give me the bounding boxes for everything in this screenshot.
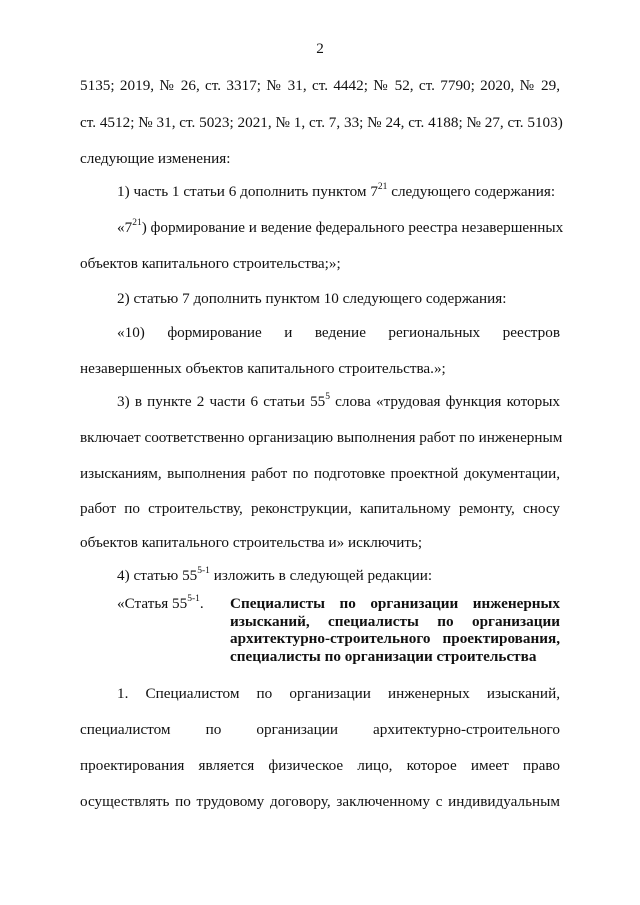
- article-title-line-4: специалисты по организации строительства: [230, 647, 537, 665]
- item-2-line: 2) статью 7 дополнить пунктом 10 следующего содержания:: [117, 290, 507, 307]
- item-1-text: 1) часть 1 статьи 6 дополнить пунктом 7: [117, 183, 378, 200]
- item-3-line: [117, 392, 560, 412]
- article-title-line-1: Специалисты по организации инженерных: [230, 595, 560, 612]
- article-title-line-2: изысканий, специалисты по организации: [230, 612, 560, 630]
- item-3-text-end: слова «трудовая функция которых: [330, 393, 560, 410]
- paragraph-1-line-4: осуществлять по трудовому договору, заключенному с индивидуальным: [80, 793, 560, 810]
- item-4-superscript: 5-1: [197, 565, 210, 576]
- item-1-line: [117, 182, 560, 202]
- article-label-superscript: 5-1: [187, 593, 200, 604]
- article-title: [230, 595, 560, 665]
- item-3-line-2: включает соответственно организацию выполнения работ по инженерным: [80, 429, 563, 446]
- item-1-superscript: 21: [377, 181, 388, 192]
- item-3-line-4: работ по строительству, реконструкции, капитальному ремонту, сносу: [80, 500, 560, 517]
- item-4-text-end: изложить в следующей редакции:: [209, 567, 433, 584]
- text-line-3: следующие изменения:: [80, 150, 231, 167]
- item-3-line-3: изысканиям, выполнения работ по подготовке проектной документации,: [80, 465, 560, 482]
- quote-2-line: «10) формирование и ведение региональных реестров: [117, 324, 560, 341]
- item-1-text-end: следующего содержания:: [387, 183, 556, 200]
- quote-1-open: «7: [117, 219, 133, 236]
- text-line-1: 5135; 2019, № 26, ст. 3317; № 31, ст. 4442; № 52, ст. 7790; 2020, № 29,: [80, 77, 560, 94]
- quote-1-line-2: объектов капитального строительства;»;: [80, 255, 341, 272]
- quote-1-line: [117, 217, 564, 238]
- item-4-text: 4) статью 55: [117, 567, 198, 584]
- article-title-line-3: архитектурно-строительного проектирования,: [230, 630, 560, 647]
- quote-1-superscript: 21: [132, 217, 142, 228]
- paragraph-1-line-3: проектирования является физическое лицо, которое имеет право: [80, 757, 560, 774]
- quote-2-line-2: незавершенных объектов капитального строительства.»;: [80, 360, 446, 377]
- quote-1-text: ) формирование и ведение федерального реестра незавершенных: [141, 219, 564, 236]
- paragraph-1-line-2: специалистом по организации архитектурно-строительного: [80, 721, 560, 738]
- item-3-superscript: 5: [325, 391, 331, 402]
- article-label: [117, 595, 204, 613]
- item-4-line: [117, 566, 560, 586]
- text-line-2: ст. 4512; № 31, ст. 5023; 2021, № 1, ст. 7, 33; № 24, ст. 4188; № 27, ст. 5103): [80, 114, 563, 131]
- paragraph-1-line-1: 1. Специалистом по организации инженерных изысканий,: [117, 685, 560, 702]
- article-label-text: «Статья 55: [117, 595, 188, 612]
- article-label-dot: .: [199, 595, 204, 612]
- item-3-text: 3) в пункте 2 части 6 статьи 55: [117, 393, 326, 410]
- page-number: 2: [316, 40, 324, 57]
- item-3-line-5: объектов капитального строительства и» исключить;: [80, 534, 423, 551]
